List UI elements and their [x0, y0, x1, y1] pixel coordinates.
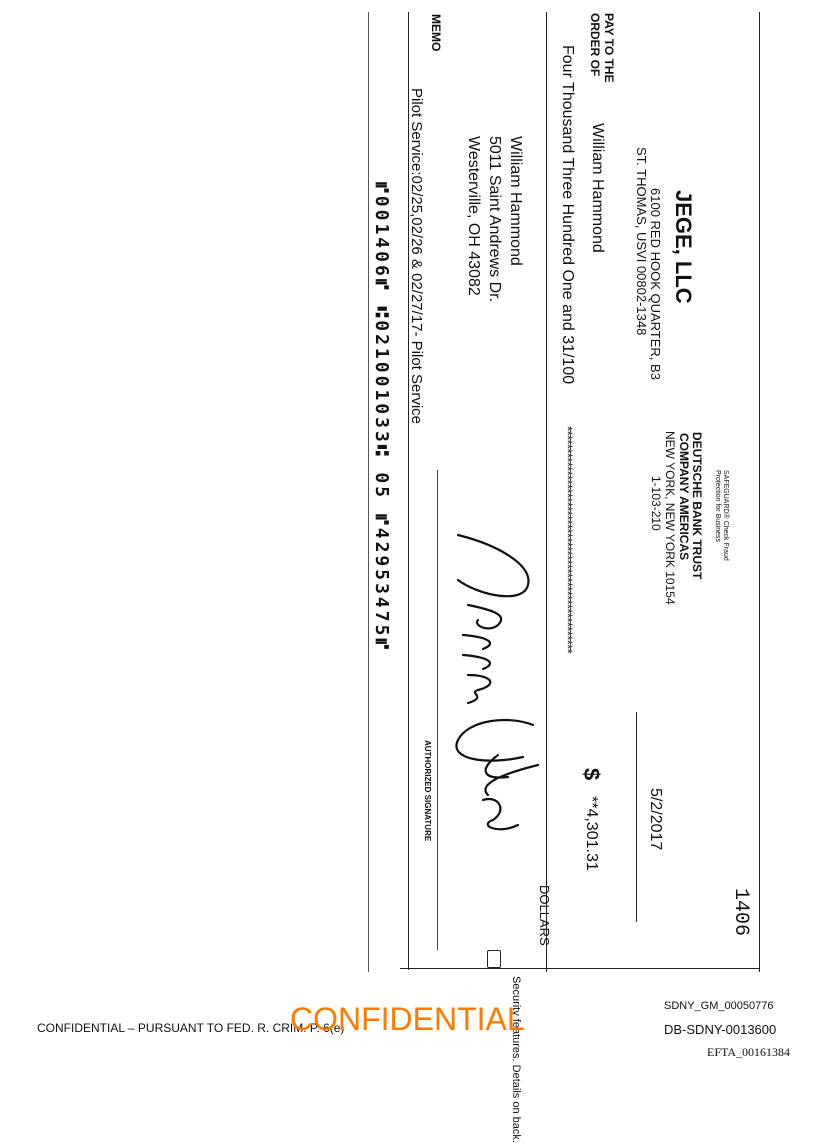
- confidential-stamp: CONFIDENTIAL: [290, 1001, 525, 1037]
- security-note: Security features. Details on back.: [510, 976, 522, 1143]
- pay-to-label: ORDER OF: [588, 13, 602, 77]
- bates-number: DB-SDNY-0013600: [664, 1022, 777, 1037]
- bank-note: Protection for Business: [714, 470, 721, 542]
- amount-words: Four Thousand Three Hundred One and 31/100: [559, 45, 576, 385]
- check-edge-line: [368, 12, 369, 972]
- payee-address-city: Westerville, OH 43082: [465, 136, 482, 296]
- payee-address-street: 5011 Saint Andrews Dr.: [486, 136, 503, 303]
- padlock-icon: [487, 950, 501, 968]
- authorized-signature-label: AUTHORIZED SIGNATURE: [423, 740, 432, 842]
- bates-number: EFTA_00161384: [707, 1045, 791, 1059]
- bank-name: DEUTSCHE BANK TRUST: [690, 432, 704, 580]
- bank-name: COMPANY AMERICAS: [677, 433, 691, 561]
- bank-routing: 1-103-210: [649, 476, 663, 531]
- check-border-line: [759, 12, 760, 972]
- company-name: JEGE, LLC: [671, 190, 696, 304]
- check-bottom-line: [400, 968, 760, 969]
- handwritten-signature: [438, 525, 550, 845]
- bank-note: SAFEGUARD® Check Fraud: [722, 470, 729, 561]
- micr-line: ⑈001406⑈ ⑆021001033⑆ 05 ⑈42953475⑈: [371, 182, 392, 653]
- payee-name: William Hammond: [589, 123, 606, 253]
- memo-text: Pilot Service:02/25,02/26 & 02/27/17- Pilot Service: [408, 88, 425, 425]
- date-line: [636, 712, 637, 922]
- amount-filler: ***************************************************: [560, 426, 576, 653]
- amount-number: **4,301.31: [583, 796, 600, 871]
- check-number: 1406: [729, 888, 752, 937]
- bank-address: NEW YORK, NEW YORK 10154: [663, 431, 677, 605]
- check-date: 5/2/2017: [647, 788, 664, 851]
- memo-label: MEMO: [429, 14, 443, 52]
- payee-address-name: William Hammond: [507, 136, 524, 266]
- dollars-label: DOLLARS: [537, 885, 552, 946]
- confidential-notice: CONFIDENTIAL – PURSUANT TO FED. R. CRIM. P. 6(e): [37, 1021, 345, 1035]
- company-address: 6100 RED HOOK QUARTER, B3: [648, 188, 663, 380]
- pay-to-label: PAY TO THE: [602, 13, 616, 83]
- company-address: ST. THOMAS, USVI 00802-1348: [634, 147, 649, 336]
- bates-number: SDNY_GM_00050776: [664, 1000, 774, 1012]
- dollar-sign: $: [579, 768, 604, 781]
